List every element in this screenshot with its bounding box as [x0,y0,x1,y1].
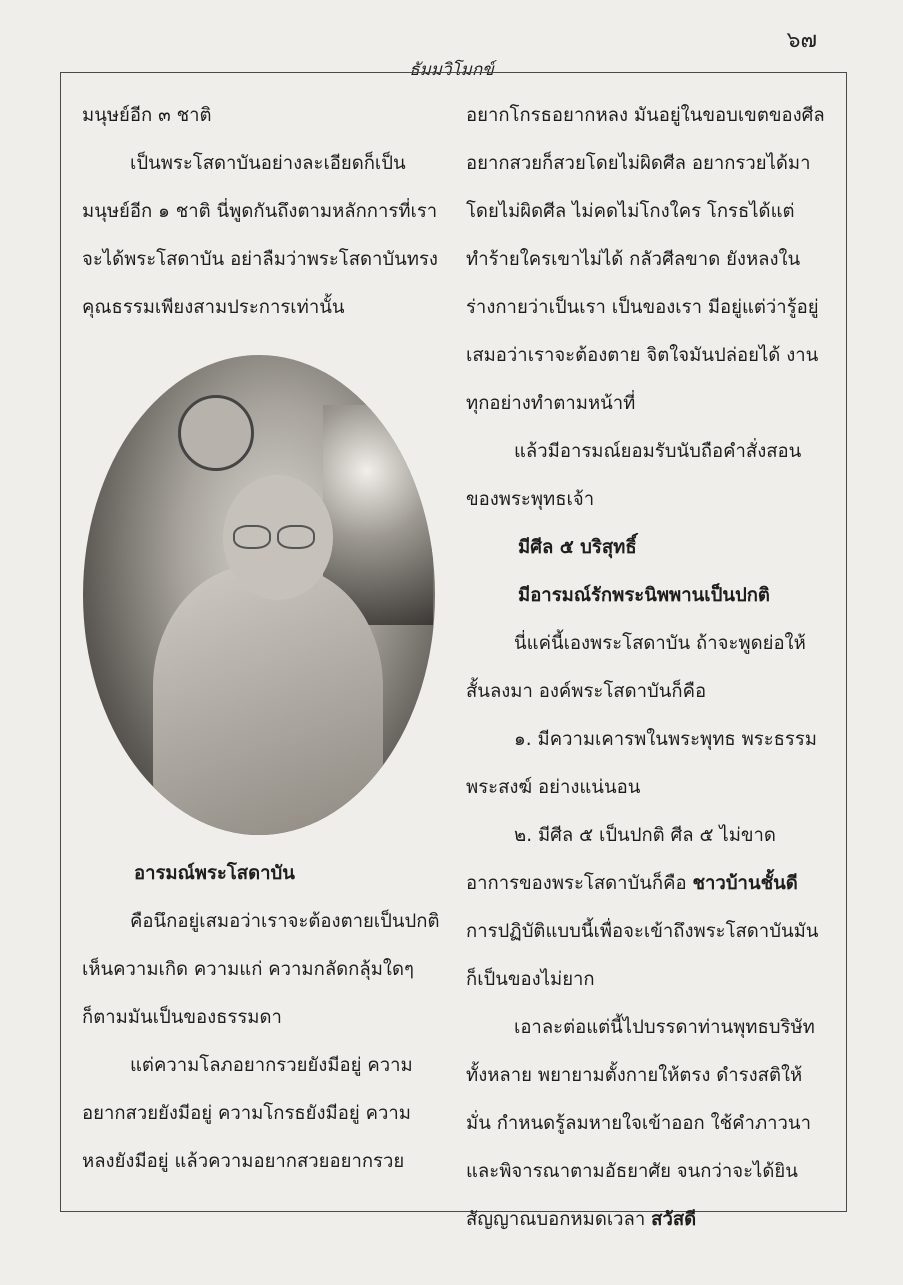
paragraph: นี่แค่นี้เองพระโสดาบัน ถ้าจะพูดย่อให้สั้นลงมา องค์พระโสดาบันก็คือ [466,633,806,702]
paragraph: แล้วมีอารมณ์ยอมรับนับถือคำสั่งสอนของพระพุทธเจ้า [466,441,802,510]
paragraph-text: อาการของพระโสดาบันก็คือ [466,873,687,894]
glasses-left [233,525,271,549]
left-column-top [82,92,442,332]
fan-shape [178,395,254,471]
paragraph: อยากโกรธอยากหลง มันอยู่ในขอบเขตของศีล อยากสวยก็สวยโดยไม่ผิดศีล อยากรวยได้มาโดยไม่ผิดศีล ไม่คดไม่โกงใคร โกรธได้แต่ทำร้ายใครเขาไม่ได้ กลัวศีลขาด ยังหลงในร่างกายว่าเป็นเรา เป็นของเรา มีอยู่แต่ว่ารู้อยู่เสมอว่าเราจะต้องตาย จิตใจมันปล่อยได้ งานทุกอย่างทำตามหน้าที่ [466,105,825,414]
paragraph: แต่ความโลภอยากรวยยังมีอยู่ ความอยากสวยยังมีอยู่ ความโกรธยังมีอยู่ ความหลงยังมีอยู่ แล้วความอยากสวยอยากรวย [82,1055,413,1172]
paragraph [466,1004,826,1244]
bold-line: มีอารมณ์รักพระนิพพานเป็นปกติ [518,585,770,606]
list-item: ๒. มีศีล ๕ เป็นปกติ ศีล ๕ ไม่ขาด [514,825,776,846]
paragraph: มนุษย์อีก ๓ ชาติ [82,105,212,126]
monk-portrait-photo [83,355,435,835]
running-head-text: ธัมมวิโมกข์ [403,60,500,80]
paragraph: คือนึกอยู่เสมอว่าเราจะต้องตายเป็นปกติ เห็นความเกิด ความแก่ ความกลัดกลุ้มใดๆ ก็ตามมันเป็นของธรรมดา [82,911,440,1028]
bold-line: มีศีล ๕ บริสุทธิ์ [518,537,637,558]
page-number: ๖๗ [786,28,817,53]
paragraph: เป็นพระโสดาบันอย่างละเอียดก็เป็นมนุษย์อีก ๑ ชาติ นี่พูดกันถึงตามหลักการที่เราจะได้พระโสดาบัน อย่าลืมว่าพระโสดาบันทรงคุณธรรมเพียงสามประการเท่านั้น [82,153,438,318]
monk-portrait-image [83,355,435,835]
left-column-bottom [82,850,442,1186]
paragraph: การปฏิบัติแบบนี้เพื่อจะเข้าถึงพระโสดาบันมันก็เป็นของไม่ยาก [466,921,819,990]
bold-phrase: ชาวบ้านชั้นดี [692,873,798,894]
closing-word: สวัสดี [651,1209,697,1230]
robe-shape [153,565,383,835]
paragraph [466,860,826,908]
section-heading: อารมณ์พระโสดาบัน [134,863,295,884]
right-column [466,92,826,1244]
glasses-right [277,525,315,549]
paragraph-text: เอาละต่อแต่นี้ไปบรรดาท่านพุทธบริษัททั้งหลาย พยายามตั้งกายให้ตรง ดำรงสติให้มั่น กำหนดรู้ลมหายใจเข้าออก ใช้คำภาวนาและพิจารณาตามอัธยาศัย จนกว่าจะได้ยินสัญญาณบอกหมดเวลา [466,1017,815,1230]
list-item: ๑. มีความเคารพในพระพุทธ พระธรรม พระสงฆ์ อย่างแน่นอน [466,729,818,798]
